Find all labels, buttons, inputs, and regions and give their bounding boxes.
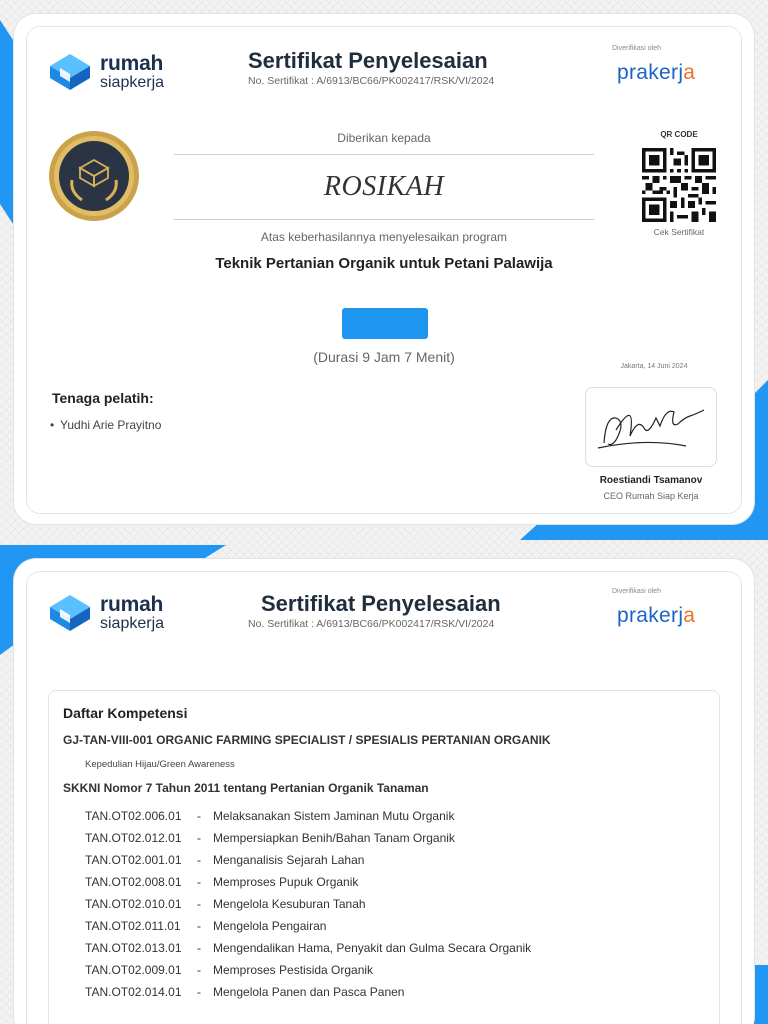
award-badge-icon [48,130,140,222]
separator: - [197,875,201,889]
separator: - [197,897,201,911]
list-item [85,919,531,941]
unit-code: TAN.OT02.006.01 [85,809,182,823]
prakerja-text: prakerj [617,61,684,84]
list-item [85,941,531,963]
trainer-name: • Yudhi Arie Prayitno [60,418,161,432]
separator: - [197,963,201,977]
separator: - [197,853,201,867]
unit-code: TAN.OT02.008.01 [85,875,182,889]
unit-code: TAN.OT02.011.01 [85,919,181,933]
prakerja-logo [617,604,695,628]
list-item [85,809,531,831]
separator: - [197,941,201,955]
unit-desc: Melaksanakan Sistem Jaminan Mutu Organik [213,809,455,823]
given-to-label: Diberikan kepada [337,131,431,145]
unit-code: TAN.OT02.001.01 [85,853,182,867]
skkni-heading: SKKNI Nomor 7 Tahun 2011 tentang Pertanian Organik Tanaman [63,781,429,795]
house-cube-icon [48,52,92,92]
list-item [85,897,531,919]
unit-desc: Mengelola Kesuburan Tanah [213,897,366,911]
list-item [85,853,531,875]
signature-box [585,387,717,467]
separator: - [197,809,201,823]
rumah-siapkerja-logo [48,52,164,92]
signature-date: Jakarta, 14 Juni 2024 [620,363,688,370]
verified-by-label: Diverifikasi oleh [612,588,662,595]
signatory-name: Roestiandi Tsamanov [599,475,703,486]
unit-code: TAN.OT02.013.01 [85,941,182,955]
certificate-number: No. Sertifikat : A/6913/BC66/PK002417/RSK/VI/2024 [248,75,495,87]
certificate-page-back [0,545,768,1024]
unit-desc: Mengendalikan Hama, Penyakit dan Gulma Secara Organik [213,941,532,955]
certificate-card-2 [14,559,754,1024]
unit-desc: Menganalisis Sejarah Lahan [213,853,365,867]
competency-heading: Daftar Kompetensi [63,705,188,721]
rumah-siapkerja-logo-2 [48,593,164,633]
list-item [85,963,531,985]
recipient-name: ROSIKAH [323,171,445,202]
competency-sub: Kepedulian Hijau/Green Awareness [85,759,235,770]
duration: (Durasi 9 Jam 7 Menit) [313,349,455,365]
unit-desc: Memproses Pestisida Organik [213,963,374,977]
prakerja-logo [617,61,695,85]
program-title: Teknik Pertanian Organik untuk Petani Palawija [215,255,553,272]
logo-rumah: rumah [100,52,164,75]
trainer-heading: Tenaga pelatih: [52,390,154,406]
certificate-number: No. Sertifikat : A/6913/BC66/PK002417/RSK/VI/2024 [248,618,495,630]
list-item [85,875,531,897]
prakerja-accent: a [683,604,696,627]
unit-code: TAN.OT02.014.01 [85,985,182,999]
unit-desc: Memproses Pupuk Organik [213,875,359,889]
divider-bottom [174,219,594,220]
unit-code: TAN.OT02.012.01 [85,831,182,845]
certificate-title: Sertifikat Penyelesaian [248,48,488,73]
house-cube-icon [48,593,92,633]
check-certificate-link[interactable]: Cek Sertifikat [653,227,705,237]
list-item [85,985,531,1007]
signature-image [586,388,716,466]
separator: - [197,919,201,933]
prakerja-text: prakerj [617,604,684,627]
divider-top [174,154,594,155]
unit-code: TAN.OT02.009.01 [85,963,182,977]
logo-siapkerja: siapkerja [100,74,165,91]
signatory-title: CEO Rumah Siap Kerja [603,491,699,501]
completion-label: Atas keberhasilannya menyelesaikan program [260,230,508,244]
qr-label: QR CODE [660,130,698,139]
unit-desc: Mengelola Pengairan [213,919,327,933]
decor-bottom-blue [520,522,768,540]
certificate-title: Sertifikat Penyelesaian [261,591,501,616]
qr-code-icon[interactable] [642,148,716,222]
unit-desc: Mengelola Panen dan Pasca Panen [213,985,405,999]
separator: - [197,831,201,845]
logo-rumah: rumah [100,593,164,616]
competency-code: GJ-TAN-VIII-001 ORGANIC FARMING SPECIALIST / SPESIALIS PERTANIAN ORGANIK [63,733,551,747]
list-item [85,831,531,853]
competency-list-box [48,690,720,1024]
certificate-card [14,14,754,524]
redacted-block [342,308,428,339]
unit-code: TAN.OT02.010.01 [85,897,182,911]
separator: - [197,985,201,999]
logo-siapkerja: siapkerja [100,615,165,632]
unit-desc: Mempersiapkan Benih/Bahan Tanam Organik [213,831,455,845]
verified-by-label: Diverifikasi oleh [612,45,662,52]
decor-top-blue [0,545,226,559]
competency-units [85,809,531,1007]
prakerja-accent: a [683,61,696,84]
